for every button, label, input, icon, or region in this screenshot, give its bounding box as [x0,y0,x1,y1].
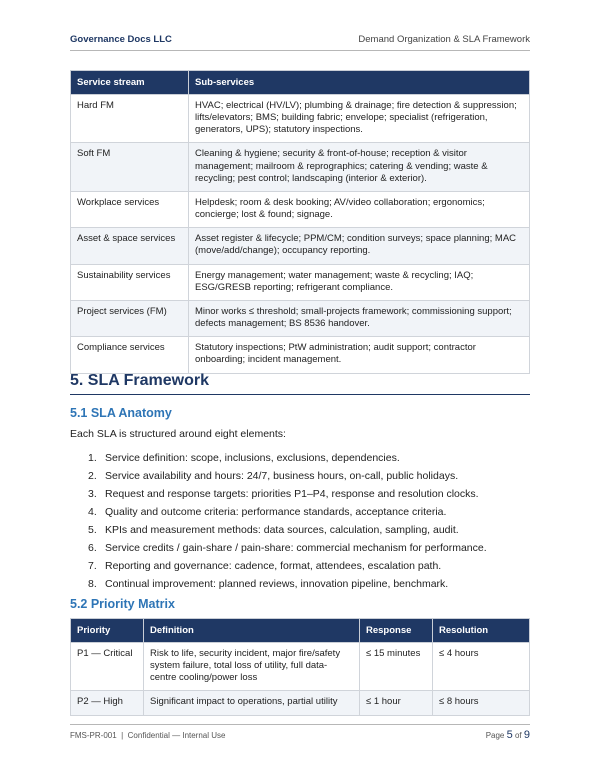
service-streams-table [70,70,530,374]
resolution-cell: ≤ 4 hours [433,643,530,691]
footer-divider [70,724,530,725]
sub-services-cell: Minor works ≤ threshold; small-projects framework; commissioning support; defects management; BS 8536 handover. [189,300,530,336]
definition-cell: Risk to life, security incident, major fire/safety system failure, total loss of utility, full data-centre cooling/power loss [144,643,360,691]
footer-document-id: FMS-PR-001 | Confidential — Internal Use [70,731,226,740]
list-item: 1. Service definition: scope, inclusions, exclusions, dependencies. [88,452,400,464]
list-item-text: Reporting and governance: cadence, format, attendees, escalation path. [105,560,442,572]
service-stream-cell: Sustainability services [71,264,189,300]
response-cell: ≤ 15 minutes [360,643,433,691]
section-heading: 5. SLA Framework [70,372,530,395]
page-footer [70,729,530,741]
sub-services-cell: Statutory inspections; PtW administration; audit support; contractor onboarding; incident management. [189,337,530,373]
sla-elements-list [88,449,487,593]
table-row [71,691,530,715]
service-stream-cell: Compliance services [71,337,189,373]
table-header-row [71,619,530,643]
list-item: 3. Request and response targets: priorities P1–P4, response and resolution clocks. [88,488,479,500]
subsection-heading-sla-anatomy: 5.1 SLA Anatomy [70,406,172,420]
column-header: Service stream [71,71,189,95]
table-row [71,191,530,227]
sub-services-cell: Asset register & lifecycle; PPM/CM; condition surveys; space planning; MAC (move/add/change); occupancy reporting. [189,228,530,264]
list-item: 4. Quality and outcome criteria: performance standards, acceptance criteria. [88,506,447,518]
list-item-text: Service credits / gain-share / pain-share: commercial mechanism for performance. [105,542,487,554]
current-page-number: 5 [506,729,513,741]
column-header: Response [360,619,433,643]
list-item-text: Service availability and hours: 24/7, business hours, on-call, public holidays. [105,470,459,482]
definition-cell: Significant impact to operations, partial utility [144,691,360,715]
list-item-text: Quality and outcome criteria: performance standards, acceptance criteria. [105,506,447,518]
sub-services-cell: Cleaning & hygiene; security & front-of-house; reception & visitor management; mailroom & reprographics; catering & vending; waste & recycling; pest control; landscaping (interior & exterior). [189,143,530,191]
table-row [71,228,530,264]
list-item-text: Request and response targets: priorities P1–P4, response and resolution clocks. [105,488,479,500]
header-divider [70,50,530,51]
service-stream-cell: Soft FM [71,143,189,191]
list-item-text: Continual improvement: planned reviews, innovation pipeline, benchmark. [105,578,449,590]
list-item: 7. Reporting and governance: cadence, format, attendees, escalation path. [88,560,442,572]
service-stream-cell: Hard FM [71,95,189,143]
list-item: 6. Service credits / gain-share / pain-share: commercial mechanism for performance. [88,542,487,554]
table-row [71,264,530,300]
priority-cell: P1 — Critical [71,643,144,691]
page-counter [486,729,530,741]
column-header: Resolution [433,619,530,643]
page-label: Page [485,731,505,740]
table-row [71,643,530,691]
anatomy-intro-text: Each SLA is structured around eight elements: [70,428,286,440]
organization-name: Governance Docs LLC [70,34,172,45]
list-item-text: Service definition: scope, inclusions, exclusions, dependencies. [105,452,400,464]
column-header: Priority [71,619,144,643]
sub-services-cell: HVAC; electrical (HV/LV); plumbing & drainage; fire detection & suppression; lifts/elevators; BMS; building fabric; envelope; specialist (refrigeration, generators, UPS); statutory inspections. [189,95,530,143]
list-item: 8. Continual improvement: planned reviews, innovation pipeline, benchmark. [88,578,449,590]
service-stream-cell: Workplace services [71,191,189,227]
table-row [71,143,530,191]
of-label: of [514,731,522,740]
list-item-text: KPIs and measurement methods: data sources, calculation, sampling, audit. [105,524,459,536]
table-row [71,95,530,143]
service-stream-cell: Asset & space services [71,228,189,264]
service-stream-cell: Project services (FM) [71,300,189,336]
total-page-number: 9 [523,729,530,741]
priority-matrix-table [70,618,530,716]
table-row [71,300,530,336]
sub-services-cell: Energy management; water management; waste & recycling; IAQ; ESG/GRESB reporting; refrigerant compliance. [189,264,530,300]
list-item: 2. Service availability and hours: 24/7, business hours, on-call, public holidays. [88,470,459,482]
table-row [71,337,530,373]
priority-cell: P2 — High [71,691,144,715]
page-header [70,34,530,54]
column-header: Sub-services [189,71,530,95]
subsection-heading-priority-matrix: 5.2 Priority Matrix [70,597,175,611]
column-header: Definition [144,619,360,643]
list-item: 5. KPIs and measurement methods: data sources, calculation, sampling, audit. [88,524,459,536]
sub-services-cell: Helpdesk; room & desk booking; AV/video collaboration; ergonomics; concierge; lost & found; signage. [189,191,530,227]
table-header-row [71,71,530,95]
resolution-cell: ≤ 8 hours [433,691,530,715]
response-cell: ≤ 1 hour [360,691,433,715]
document-title: Demand Organization & SLA Framework [358,34,530,45]
